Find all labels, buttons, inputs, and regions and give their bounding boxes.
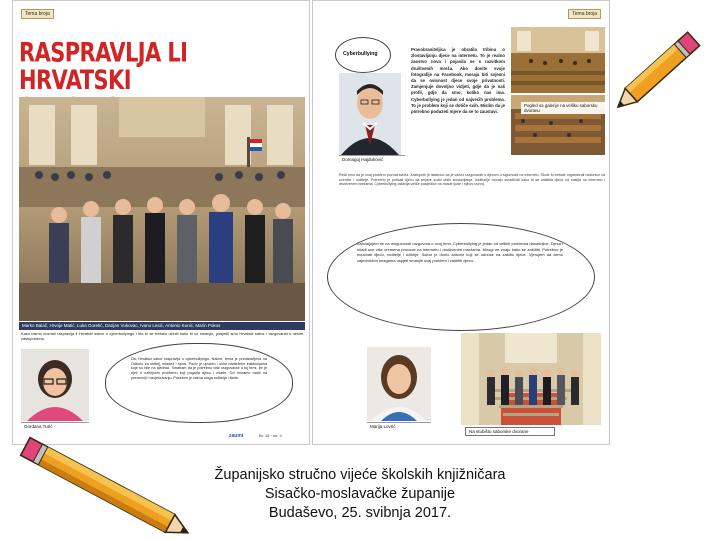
group-photo-caption: Marko Balaž, Hrvoje Matić, Luka Goretić, Darijan Vukovac, Ivano Lesić, Antonio Kunić, Marin Pokos [19, 322, 305, 330]
staircase-illustration [461, 333, 601, 425]
event-caption-line-2: Sisačko-moslavačke županije [264, 486, 456, 502]
portrait-photo-girl [367, 347, 431, 421]
section-tag-right: Tema broja [568, 9, 601, 19]
event-caption-line-1: Županijsko stručno vijeće školskih knjižničara [214, 467, 506, 483]
body-text: Rekli smo da je ovaj problem poznat svima. Zastupnik je istaknuo da je važno razgovarati s djecom o sigurnosti na internetu. Škole bi trebale organizirati radionice za učenike i roditelje. Potrebno je poticati djecu da prijave svaki oblik zlostavljanja. Institucije moraju surađivati kako bi se zaštitila djeca od nasilja na internetu i društvenim mrežama. Cyberbullying ostavlja velike posljedice na mlade ljude i njihov razvoj. [339, 173, 605, 187]
page-info: Br. 18 · str. 4 [259, 433, 282, 438]
intro-text: Kako bismo doznali raspravlja li Hrvatski sabor o cyberbullyingu i što bi se trebalo učiniti kako bi se smanjio, posjetili smo Hrvatski sabor i razgovarali s nekim zastupnicima. [21, 332, 303, 341]
man-portrait-illustration [339, 73, 401, 155]
newspaper-spread [12, 0, 612, 452]
parliament-top-illustration [511, 27, 605, 93]
woman-portrait-illustration [21, 349, 89, 421]
interviewee-label: Domagoj Hajduković [339, 155, 405, 164]
cyberbullying-bubble-title: Cyberbullying [343, 51, 378, 57]
portrait-photo-man [339, 73, 401, 155]
interview-text: Pravobraniteljica je obratila tribinu o zlostavljanju djece na internetu. To je realno zaostvo nova i pojavila se s razvitkom društvenih mreža. Ako dovite svoje fotografije na Facebook, moraju biti svjesni da se ovisnost djece svoje privatnosti. Zamjenjuje dovoljno vidjeti, gdje da je naš profil, gdje da smo, koliko nas ima. Cyberbullying je jedan od najvećih problema. To je problem koji se dotiče svih. Mislim da je potrebno poduzeti mjere da se to zaustavi. [411, 47, 505, 115]
portrait-label-left: Gordana Turić [21, 422, 89, 431]
pencil-top-right-icon [596, 6, 720, 136]
right-page [312, 0, 610, 445]
parliament-photo-top [511, 27, 605, 93]
event-caption-line-3: Budaševo, 25. svibnja 2017. [268, 505, 452, 521]
quote-text-left: Da, Hrvatski sabor raspravlja o cyberbullyingu. Naime, tema je predstavljena na Odboru za obitelj, mladež i sport. Poziv je upućen i svim nadležnim institucijama koje su bile na sjednici. Smatram da je potrebno više razgovarati o toj temi, jer je riječ o ozbiljnom problemu koji pogađa djecu i mlade. Svi moramo raditi na prevenciji i osvješćivanju. Posebno je važna uloga roditelja i škole. [131, 357, 267, 380]
left-page [12, 0, 310, 445]
headline-line-1: RASPRAVLJA LI HRVATSKI [19, 37, 188, 96]
portrait-label-girl: Marija Lovrić [367, 422, 431, 431]
cloud-text: Zahvaljujem se na mogućnosti razgovora o ovoj temi. Cyberbullying je jedan od velikih problema današnjice. Djeca i mladi sve više vremena provode na internetu i društvenim mrežama. Mnogi ne znaju kako se zaštititi. Potrebno je educirati djecu, roditelje i učitelje. Sabor je donio zakone koji se odnose na zaštitu djece. Vjerujem da ćemo zajedničkim snagama uspjeti smanjiti ovaj problem i zaštititi djecu. [357, 241, 563, 263]
event-caption [0, 466, 720, 523]
girl-portrait-illustration [367, 347, 431, 421]
portrait-photo-left [21, 349, 89, 421]
parliament-caption: Pogled sa galerije na velliku saborsku dvoranu [521, 102, 605, 114]
group-photo-illustration [19, 97, 305, 321]
staircase-caption: Na stubištu saborske dvorane [465, 427, 555, 436]
footer-mark: zaumi [229, 433, 244, 439]
staircase-photo [461, 333, 601, 425]
group-photo [19, 97, 305, 321]
section-tag-left: Tema broja [21, 9, 54, 19]
